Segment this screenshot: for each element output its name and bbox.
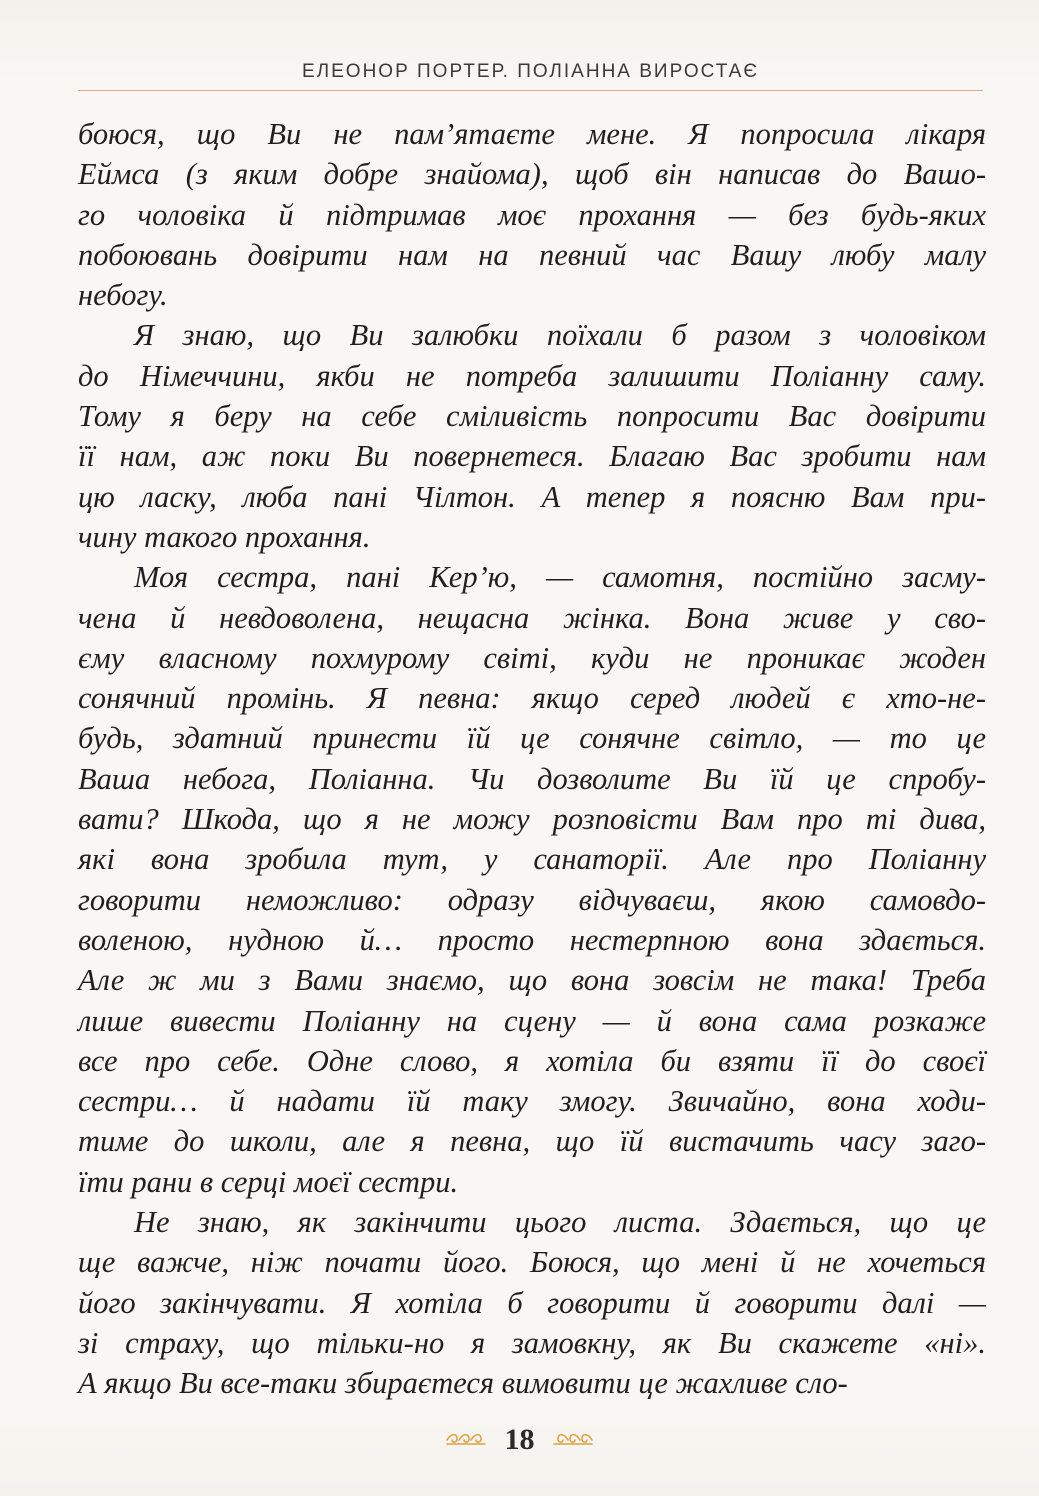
text-line: Моя сестра, пані Кер’ю, — самотня, постійно засму- bbox=[134, 560, 986, 595]
text-line: небогу. bbox=[78, 278, 168, 313]
text-line: А якщо Ви все-таки збираєтеся вимовити це жахливе сло- bbox=[78, 1366, 848, 1401]
header-rule bbox=[78, 90, 983, 91]
text-line: Я знаю, що Ви залюбки поїхали б разом з чоловіком bbox=[134, 318, 986, 353]
text-line: які вона зробила тут, у санаторії. Але про Поліанну bbox=[78, 842, 986, 877]
text-line: зі страху, що тільки-но я замовкну, як Ви скажете «ні». bbox=[78, 1325, 986, 1360]
text-line: Еймса (з яким добре знайома), щоб він написав до Вашо- bbox=[78, 157, 986, 192]
text-line: сестри… й надати їй таку змогу. Звичайно, вона ходи- bbox=[78, 1084, 986, 1119]
text-line: сонячний промінь. Я певна: якщо серед людей є хто-не- bbox=[78, 681, 986, 716]
text-line: чена й невдоволена, нещасна жінка. Вона живе у сво- bbox=[78, 600, 986, 635]
text-line: цю ласку, люба пані Чілтон. А тепер я поясню Вам при- bbox=[78, 479, 986, 514]
text-line: будь, здатний принести їй це сонячне світло, — то це bbox=[78, 721, 986, 756]
text-line: її нам, аж поки Ви повернетеся. Благаю Вас зробити нам bbox=[78, 439, 986, 474]
text-line: ще важче, ніж почати його. Боюся, що мені й не хочеться bbox=[78, 1245, 986, 1280]
body-text bbox=[78, 114, 986, 1404]
text-line: Ваша небога, Поліанна. Чи дозволите Ви їй це спробу- bbox=[78, 761, 986, 796]
text-line: чину такого прохання. bbox=[78, 519, 371, 554]
text-line: вати? Шкода, що я не можу розповісти Вам про ті дива, bbox=[78, 802, 986, 837]
text-line: Тому я беру на себе сміливість попросити Вас довірити bbox=[78, 399, 986, 434]
text-line: тиме до школи, але я певна, що їй вистачить часу заго- bbox=[78, 1124, 986, 1159]
text-line: боюся, що Ви не пам’ятаєте мене. Я попросила лікаря bbox=[78, 117, 986, 151]
running-header: ЕЛЕОНОР ПОРТЕР. ПОЛІАННА ВИРОСТАЄ bbox=[301, 61, 759, 82]
text-line: го чоловіка й підтримав моє прохання — без будь-яких bbox=[78, 197, 986, 232]
right-ornament-icon bbox=[552, 1431, 594, 1449]
text-line: говорити неможливо: одразу відчуваєш, якою самовдо- bbox=[78, 882, 986, 917]
text-line: побоювань довірити нам на певний час Вашу любу малу bbox=[78, 237, 986, 272]
left-ornament-icon bbox=[445, 1431, 487, 1449]
text-line: його закінчувати. Я хотіла б говорити й говорити далі — bbox=[78, 1285, 986, 1320]
page-footer bbox=[0, 1420, 1039, 1458]
text-line: єму власному похмурому світі, куди не проникає жоден bbox=[78, 640, 986, 675]
text-line: Але ж ми з Вами знаємо, що вона зовсім не така! Треба bbox=[78, 963, 986, 998]
text-line: все про себе. Одне слово, я хотіла би взяти її до своєї bbox=[78, 1043, 986, 1078]
text-line: лише вивести Поліанну на сцену — й вона сама розкаже bbox=[78, 1003, 986, 1038]
text-line: воленою, нудною й… просто нестерпною вона здається. bbox=[78, 922, 986, 957]
text-line: до Німеччини, якби не потреба залишити Поліанну саму. bbox=[78, 358, 986, 393]
text-line: Не знаю, як закінчити цього листа. Здається, що це bbox=[134, 1205, 986, 1240]
page-number: 18 bbox=[504, 1423, 535, 1457]
text-line: їти рани в серці моєї сестри. bbox=[78, 1164, 459, 1199]
